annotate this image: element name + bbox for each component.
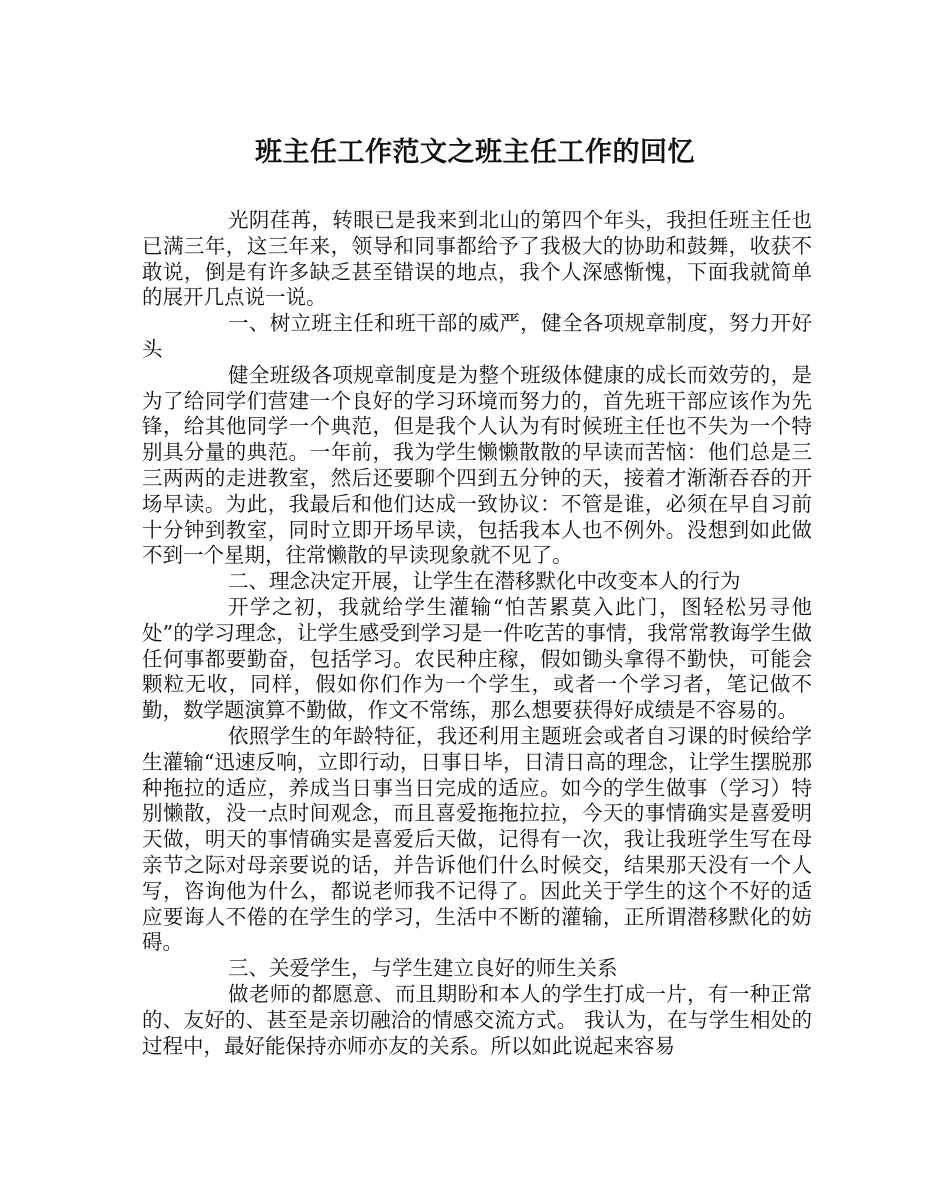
paragraph-relationship: 做老师的都愿意、而且期盼和本人的学生打成一片，有一种正常的、友好的、甚至是亲切融洽的情感交流方式。 我认为，在与学生相处的过程中，最好能保持亦师亦友的关系。所以如此说起来容易 <box>142 981 812 1058</box>
paragraph-study-concept: 开学之初，我就给学生灌输“怕苦累莫入此门，图轻松另寻他处”的学习理念，让学生感受到学习是一件吃苦的事情，我常常教诲学生做任何事都要勤奋，包括学习。农民种庄稼，假如锄头拿得不勤快，可能会颗粒无收，同样，假如你们作为一个学生，或者一个学习者，笔记做不勤，数学题演算不勤做，作文不常练，那么想要获得好成绩是不容易的。 <box>142 594 812 723</box>
section-heading-2: 二、理念决定开展，让学生在潜移默化中改变本人的行为 <box>228 569 741 594</box>
paragraph-habits: 依照学生的年龄特征，我还利用主题班会或者自习课的时候给学生灌输“迅速反响，立即行动，日事日毕，日清日高的理念，让学生摆脱那种拖拉的适应，养成当日事当日完成的适应。如今的学生做事（学习）特别懒散，没一点时间观念，而且喜爱拖拖拉拉，今天的事情确实是喜爱明天做，明天的事情确实是喜爱后天做，记得有一次，我让我班学生写在母亲节之际对母亲要说的话，并告诉他们什么时候交，结果那天没有一个人写，咨询他为什么，都说老师我不记得了。因此关于学生的这个不好的适应要诲人不倦的在学生的学习，生活中不断的灌输，正所谓潜移默化的妨碍。 <box>142 723 812 955</box>
section-heading-3: 三、关爱学生，与学生建立良好的师生关系 <box>228 956 618 981</box>
paragraph-rules: 健全班级各项规章制度是为整个班级体健康的成长而效劳的，是为了给同学们营建一个良好的学习环境而努力的，首先班干部应该作为先锋，给其他同学一个典范，但是我个人认为有时候班主任也不失为一个特别具分量的典范。一年前，我为学生懒懒散散的早读而苦恼：他们总是三三两两的走进教室，然后还要聊个四到五分钟的天，接着才渐渐吞吞的开场早读。为此，我最后和他们达成一致协议：不管是谁，必须在早自习前十分钟到教室，同时立即开场早读，包括我本人也不例外。没想到如此做不到一个星期，往常懒散的早读现象就不见了。 <box>142 362 812 568</box>
section-heading-1: 一、树立班主任和班干部的威严，健全各项规章制度，努力开好头 <box>142 311 812 361</box>
paragraph-intro: 光阴荏苒，转眼已是我来到北山的第四个年头，我担任班主任也已满三年，这三年来，领导和同事都给予了我极大的协助和鼓舞，收获不敢说，倒是有许多缺乏甚至错误的地点，我个人深感惭愧，下面我就简单的展开几点说一说。 <box>142 208 812 310</box>
document-title: 班主任工作范文之班主任工作的回忆 <box>255 137 695 168</box>
document-body <box>142 208 812 1059</box>
